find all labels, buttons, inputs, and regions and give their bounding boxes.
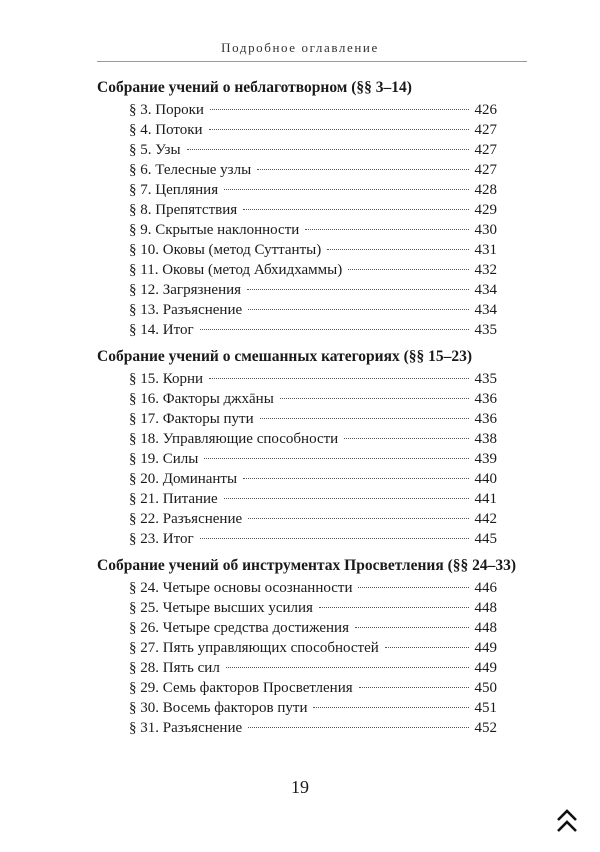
table-of-contents bbox=[97, 75, 517, 738]
dot-leader bbox=[305, 229, 469, 230]
toc-entry[interactable] bbox=[97, 120, 497, 140]
running-header: Подробное оглавление bbox=[221, 40, 379, 55]
toc-entry-label: § 19. Силы bbox=[129, 451, 199, 467]
dot-leader bbox=[313, 707, 469, 708]
toc-entry-label: § 23. Итог bbox=[129, 531, 194, 547]
toc-entry-label: § 22. Разъяснение bbox=[129, 511, 243, 527]
toc-entry-page: 431 bbox=[474, 242, 497, 258]
toc-entry-label: § 29. Семь факторов Просветления bbox=[129, 680, 353, 696]
toc-entry-page: 427 bbox=[474, 142, 497, 158]
toc-entry-label: § 10. Оковы (метод Суттанты) bbox=[129, 242, 322, 258]
toc-entry[interactable] bbox=[97, 280, 497, 300]
dot-leader bbox=[224, 498, 469, 499]
toc-entry[interactable] bbox=[97, 300, 497, 320]
toc-entry[interactable] bbox=[97, 509, 497, 529]
toc-entry-page: 451 bbox=[474, 700, 497, 716]
toc-entry[interactable] bbox=[97, 100, 497, 120]
toc-entry-label: § 6. Телесные узлы bbox=[129, 162, 252, 178]
toc-entry[interactable] bbox=[97, 529, 497, 549]
toc-entry-page: 435 bbox=[474, 371, 497, 387]
toc-entry-label: § 24. Четыре основы осознанности bbox=[129, 580, 353, 596]
toc-entry-page: 436 bbox=[474, 411, 497, 427]
dot-leader bbox=[344, 438, 469, 439]
toc-entry-page: 452 bbox=[474, 720, 497, 736]
toc-entry-page: 438 bbox=[474, 431, 497, 447]
toc-entry-page: 448 bbox=[474, 600, 497, 616]
toc-entry[interactable] bbox=[97, 678, 497, 698]
toc-entry-label: § 7. Цепляния bbox=[129, 182, 219, 198]
toc-entry-label: § 18. Управляющие способности bbox=[129, 431, 339, 447]
toc-entry-page: 440 bbox=[474, 471, 497, 487]
toc-entry-page: 445 bbox=[474, 531, 497, 547]
dot-leader bbox=[327, 249, 469, 250]
dot-leader bbox=[243, 209, 469, 210]
dot-leader bbox=[348, 269, 469, 270]
toc-entry-label: § 25. Четыре высших усилия bbox=[129, 600, 313, 616]
toc-entry[interactable] bbox=[97, 369, 497, 389]
toc-entry-page: 434 bbox=[474, 282, 497, 298]
dot-leader bbox=[319, 607, 469, 608]
toc-entry-label: § 20. Доминанты bbox=[129, 471, 238, 487]
toc-entry[interactable] bbox=[97, 389, 497, 409]
dot-leader bbox=[260, 418, 469, 419]
toc-entry[interactable] bbox=[97, 638, 497, 658]
toc-entry-label: § 3. Пороки bbox=[129, 102, 204, 118]
toc-entry[interactable] bbox=[97, 180, 497, 200]
toc-entry-page: 434 bbox=[474, 302, 497, 318]
dot-leader bbox=[248, 518, 469, 519]
dot-leader bbox=[187, 149, 469, 150]
dot-leader bbox=[355, 627, 469, 628]
toc-entry-label: § 21. Питание bbox=[129, 491, 218, 507]
dot-leader bbox=[200, 538, 469, 539]
toc-entry[interactable] bbox=[97, 449, 497, 469]
toc-entry[interactable] bbox=[97, 140, 497, 160]
toc-entry-label: § 30. Восемь факторов пути bbox=[129, 700, 308, 716]
toc-entry[interactable] bbox=[97, 698, 497, 718]
toc-entry[interactable] bbox=[97, 260, 497, 280]
toc-entry-page: 436 bbox=[474, 391, 497, 407]
dot-leader bbox=[385, 647, 469, 648]
toc-entry-page: 442 bbox=[474, 511, 497, 527]
dot-leader bbox=[247, 289, 469, 290]
toc-entry-label: § 12. Загрязнения bbox=[129, 282, 242, 298]
page-number: 19 bbox=[291, 777, 309, 797]
toc-entry[interactable] bbox=[97, 489, 497, 509]
toc-entry-page: 426 bbox=[474, 102, 497, 118]
toc-entry-label: § 15. Корни bbox=[129, 371, 204, 387]
toc-entry-label: § 13. Разъяснение bbox=[129, 302, 243, 318]
toc-entry[interactable] bbox=[97, 578, 497, 598]
toc-entry-label: § 14. Итог bbox=[129, 322, 194, 338]
toc-entry-page: 448 bbox=[474, 620, 497, 636]
toc-entry[interactable] bbox=[97, 200, 497, 220]
toc-entry[interactable] bbox=[97, 429, 497, 449]
toc-entry-page: 427 bbox=[474, 162, 497, 178]
toc-entry-label: § 16. Факторы джхāны bbox=[129, 391, 274, 407]
toc-entry-label: § 11. Оковы (метод Абхидхаммы) bbox=[129, 262, 343, 278]
toc-entry-page: 450 bbox=[474, 680, 497, 696]
dot-leader bbox=[224, 189, 469, 190]
header-divider bbox=[97, 61, 527, 62]
dot-leader bbox=[359, 687, 469, 688]
double-chevron-up-icon[interactable] bbox=[555, 808, 579, 834]
toc-entry-label: § 5. Узы bbox=[129, 142, 181, 158]
dot-leader bbox=[226, 667, 469, 668]
toc-entry-page: 430 bbox=[474, 222, 497, 238]
toc-entry-label: § 17. Факторы пути bbox=[129, 411, 254, 427]
section-title: Собрание учений об инструментах Просветления (§§ 24–33) bbox=[97, 557, 517, 574]
toc-entry-page: 435 bbox=[474, 322, 497, 338]
dot-leader bbox=[248, 309, 469, 310]
dot-leader bbox=[204, 458, 469, 459]
dot-leader bbox=[243, 478, 469, 479]
toc-entry[interactable] bbox=[97, 240, 497, 260]
toc-entry[interactable] bbox=[97, 718, 497, 738]
toc-entry[interactable] bbox=[97, 220, 497, 240]
toc-entry-page: 441 bbox=[474, 491, 497, 507]
toc-entry-label: § 9. Скрытые наклонности bbox=[129, 222, 300, 238]
toc-entry[interactable] bbox=[97, 409, 497, 429]
dot-leader bbox=[200, 329, 469, 330]
toc-entry-page: 449 bbox=[474, 660, 497, 676]
toc-entry-label: § 4. Потоки bbox=[129, 122, 203, 138]
toc-entry-label: § 27. Пять управляющих способностей bbox=[129, 640, 379, 656]
toc-entry-page: 428 bbox=[474, 182, 497, 198]
dot-leader bbox=[209, 378, 469, 379]
toc-entry[interactable] bbox=[97, 618, 497, 638]
dot-leader bbox=[248, 727, 469, 728]
section-title: Собрание учений о неблаготворном (§§ 3–14) bbox=[97, 79, 412, 96]
toc-entry[interactable] bbox=[97, 160, 497, 180]
dot-leader bbox=[257, 169, 469, 170]
toc-entry-label: § 31. Разъяснение bbox=[129, 720, 243, 736]
toc-entry-label: § 8. Препятствия bbox=[129, 202, 238, 218]
toc-entry[interactable] bbox=[97, 598, 497, 618]
toc-entry[interactable] bbox=[97, 658, 497, 678]
dot-leader bbox=[209, 129, 469, 130]
toc-entry-label: § 26. Четыре средства достижения bbox=[129, 620, 349, 636]
toc-entry[interactable] bbox=[97, 469, 497, 489]
toc-entry-page: 439 bbox=[474, 451, 497, 467]
dot-leader bbox=[280, 398, 469, 399]
section-title: Собрание учений о смешанных категориях (§§ 15–23) bbox=[97, 348, 473, 365]
toc-entry-page: 449 bbox=[474, 640, 497, 656]
toc-entry-page: 429 bbox=[474, 202, 497, 218]
dot-leader bbox=[210, 109, 469, 110]
toc-entry-label: § 28. Пять сил bbox=[129, 660, 220, 676]
dot-leader bbox=[358, 587, 469, 588]
toc-entry-page: 432 bbox=[474, 262, 497, 278]
toc-entry-page: 446 bbox=[474, 580, 497, 596]
toc-entry[interactable] bbox=[97, 320, 497, 340]
toc-entry-page: 427 bbox=[474, 122, 497, 138]
